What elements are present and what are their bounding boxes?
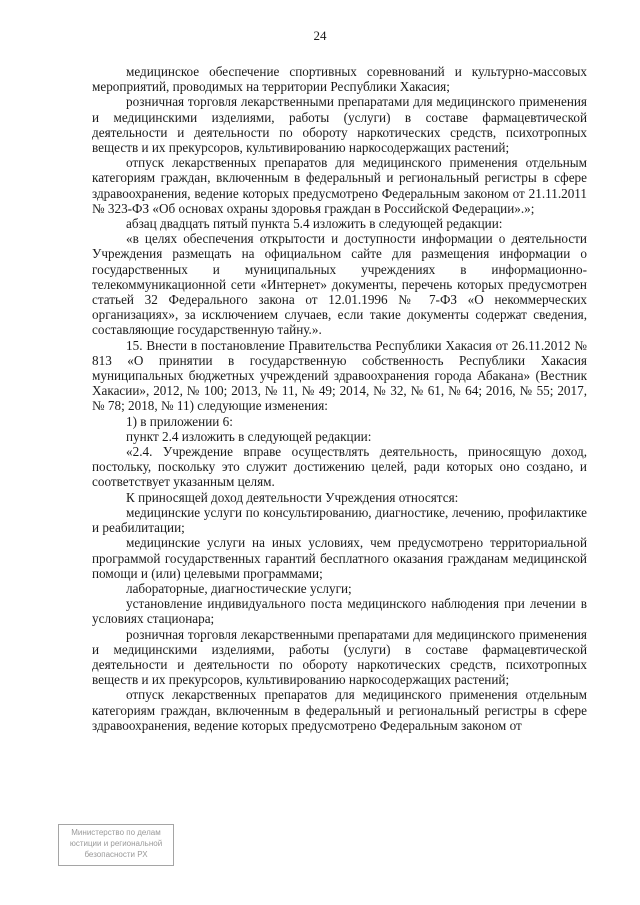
paragraph: К приносящей доход деятельности Учреждения относятся:: [126, 489, 459, 505]
paragraph: розничная торговля лекарственными препаратами для медицинского применения и медицинскими изделиями, работы (услуги) в составе фармацевтической деятельности и деятельности по обороту наркотических средств, психотропных веществ и их прекурсоров, культивированию наркосодержащих растений;: [92, 94, 587, 156]
stamp-line: юстиции и региональной: [69, 839, 163, 848]
page-number: 24: [313, 28, 327, 43]
paragraph: розничная торговля лекарственными препаратами для медицинского применения и медицинскими изделиями, работы (услуги) в составе фармацевтической деятельности и деятельности по обороту наркотических средств, психотропных веществ и их прекурсоров, культивированию наркосодержащих растений;: [92, 626, 587, 688]
document-body: [92, 64, 587, 733]
stamp-line: безопасности РХ: [84, 850, 148, 859]
stamp-line: Министерство по делам: [71, 828, 161, 837]
paragraph: медицинские услуги на иных условиях, чем предусмотрено территориальной программой государственных гарантий бесплатного оказания гражданам медицинской помощи и (или) целевыми программами;: [92, 535, 587, 581]
paragraph: медицинские услуги по консультированию, диагностике, лечению, профилактике и реабилитации;: [92, 504, 587, 536]
paragraph: «в целях обеспечения открытости и доступности информации о деятельности Учреждения размещать на официальном сайте для размещения информации о государственных и муниципальных учреждениях в информационно-телекоммуникационной сети «Интернет» документы, перечень которых предусмотрен статьей 32 Федерального закона от 12.01.1996 № 7-ФЗ «О некоммерческих организациях», за исключением случаев, если такие документы содержат сведения, составляющие государственную тайну.».: [92, 231, 587, 338]
paragraph: медицинское обеспечение спортивных соревнований и культурно-массовых мероприятий, проводимых на территории Республики Хакасия;: [92, 64, 587, 95]
paragraph: 1) в приложении 6:: [126, 413, 233, 429]
paragraph: отпуск лекарственных препаратов для медицинского применения отдельным категориям граждан, включенным в федеральный и региональный регистры в сфере здравоохранения, ведение которых предусмотрено Федеральным законом от: [92, 687, 587, 733]
paragraph: абзац двадцать пятый пункта 5.4 изложить в следующей редакции:: [126, 216, 503, 232]
paragraph: отпуск лекарственных препаратов для медицинского применения отдельным категориям граждан, включенным в федеральный и региональный регистры в сфере здравоохранения, ведение которых предусмотрено Федеральным законом от 21.11.2011 № 323-ФЗ «Об основах охраны здоровья граждан в Российской Федерации».»;: [92, 155, 587, 216]
paragraph: лабораторные, диагностические услуги;: [126, 580, 352, 596]
paragraph: «2.4. Учреждение вправе осуществлять деятельность, приносящую доход, постольку, поскольку это служит достижению целей, ради которых оно создано, и соответствует указанным целям.: [92, 444, 587, 490]
registration-stamp: [58, 824, 174, 866]
paragraph: пункт 2.4 изложить в следующей редакции:: [126, 428, 372, 444]
paragraph: установление индивидуального поста медицинского наблюдения при лечении в условиях стационара;: [92, 596, 587, 627]
paragraph: 15. Внести в постановление Правительства Республики Хакасия от 26.11.2012 № 813 «О принятии в государственную собственность Республики Хакасия муниципальных бюджетных учреждений здравоохранения города Абакана» (Вестник Хакасии», 2012, № 100; 2013, № 11, № 49; 2014, № 32, № 61, № 64; 2016, № 55; 2017, № 78; 2018, № 11) следующие изменения:: [92, 337, 587, 414]
